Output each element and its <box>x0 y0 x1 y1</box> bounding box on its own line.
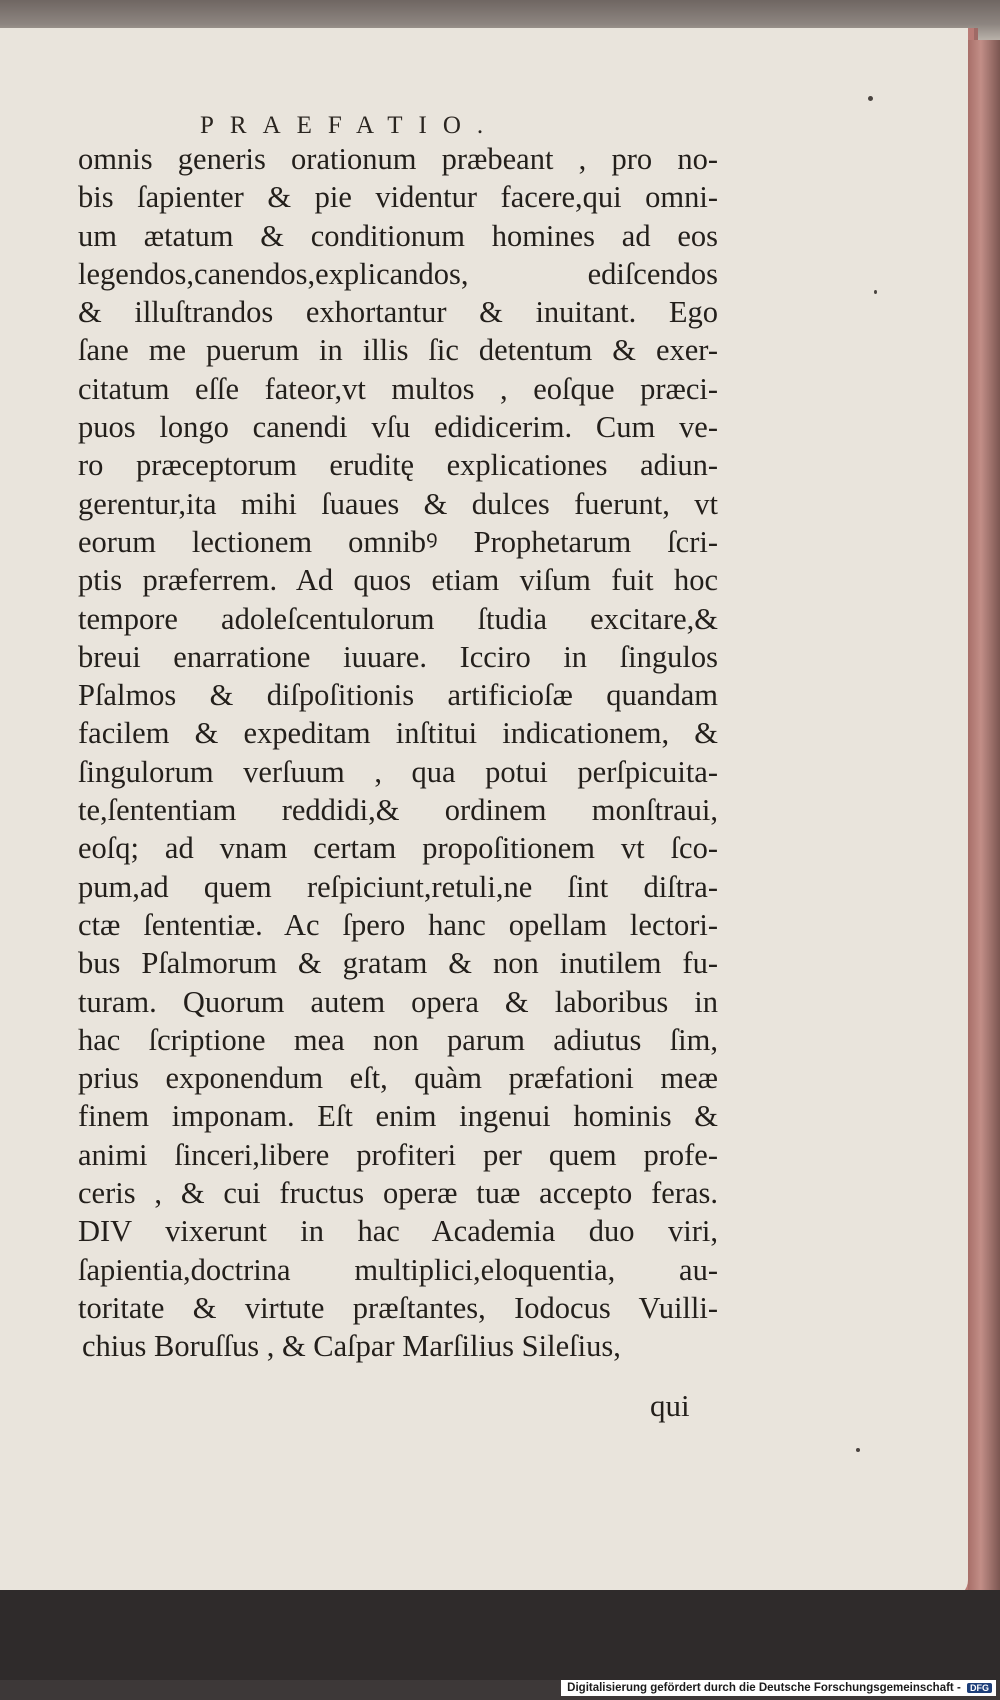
ink-speck <box>874 290 877 294</box>
catchword: qui <box>650 1388 690 1423</box>
text-line: turam. Quorum autem opera & laboribus in <box>78 984 718 1019</box>
digitization-credit-text: Digitalisierung gefördert durch die Deutsche Forschungsgemeinschaft - <box>567 1682 961 1694</box>
text-line: pum,ad quem reſpiciunt,retuli,ne ſint diſtra- <box>78 869 718 904</box>
text-line: & illuſtrandos exhortantur & inuitant. Ego <box>78 295 718 330</box>
text-line: prius exponendum eſt, quàm præfationi meæ <box>78 1061 718 1096</box>
text-line: finem imponam. Eſt enim ingenui hominis & <box>78 1099 718 1134</box>
text-line: Pſalmos & diſpoſitionis artificioſæ quandam <box>78 678 718 713</box>
text-line: DIV vixerunt in hac Academia duo viri, <box>78 1214 718 1249</box>
text-line: gerentur,ita mihi ſuaues & dulces fuerunt, vt <box>78 486 718 521</box>
text-line: ſingulorum verſuum , qua potui perſpicuita- <box>78 754 718 789</box>
text-line: ſane me puerum in illis ſic detentum & exer- <box>78 333 718 368</box>
text-line: omnis generis orationum præbeant , pro no- <box>78 142 718 176</box>
text-line: eoſq; ad vnam certam propoſitionem vt ſco- <box>78 831 718 866</box>
text-line: hac ſcriptione mea non parum adiutus ſim, <box>78 1022 718 1057</box>
ink-speck <box>856 1448 860 1452</box>
text-line: eorum lectionem omnibꝰ Prophetarum ſcri- <box>78 524 718 559</box>
text-line: ro præceptorum eruditę explicationes adiun- <box>78 448 718 483</box>
digitization-credit <box>561 1680 996 1696</box>
text-line: um ætatum & conditionum homines ad eos <box>78 218 718 253</box>
running-head: PRAEFATIO. <box>200 112 500 139</box>
text-line: citatum eſſe fateor,vt multos , eoſque præci- <box>78 371 718 406</box>
text-line: ceris , & cui fructus operæ tuæ accepto feras. <box>78 1176 718 1211</box>
text-line: bus Pſalmorum & gratam & non inutilem fu- <box>78 946 718 981</box>
text-line: ptis præferrem. Ad quos etiam viſum fuit hoc <box>78 563 718 598</box>
dfg-logo: DFG <box>967 1683 992 1693</box>
text-line: ſapientia,doctrina multiplici,eloquentia, au- <box>78 1252 718 1287</box>
text-line: puos longo canendi vſu edidicerim. Cum ve- <box>78 410 718 445</box>
text-line: ctæ ſententiæ. Ac ſpero hanc opellam lectori- <box>78 907 718 942</box>
scan-background <box>0 1590 1000 1680</box>
text-line: te,ſententiam reddidi,& ordinem monſtraui, <box>78 793 718 828</box>
text-line: facilem & expeditam inſtitui indicationem, & <box>78 716 718 751</box>
ink-speck <box>868 96 873 101</box>
text-line: breui enarratione iuuare. Icciro in ſingulos <box>78 639 718 674</box>
text-line: chius Boruſſus , & Caſpar Marſilius Sileſius, <box>82 1329 621 1364</box>
body-text <box>78 140 718 1366</box>
page-fore-edge <box>968 40 1000 1600</box>
text-line: animi ſinceri,libere profiteri per quem profe- <box>78 1137 718 1172</box>
text-line: tempore adoleſcentulorum ſtudia excitare,& <box>78 601 718 636</box>
text-line: toritate & virtute præſtantes, Iodocus Vuilli- <box>78 1290 718 1325</box>
text-line: bis ſapienter & pie videntur facere,qui omni- <box>78 180 718 215</box>
text-line: legendos,canendos,explicandos, ediſcendos <box>78 256 718 291</box>
